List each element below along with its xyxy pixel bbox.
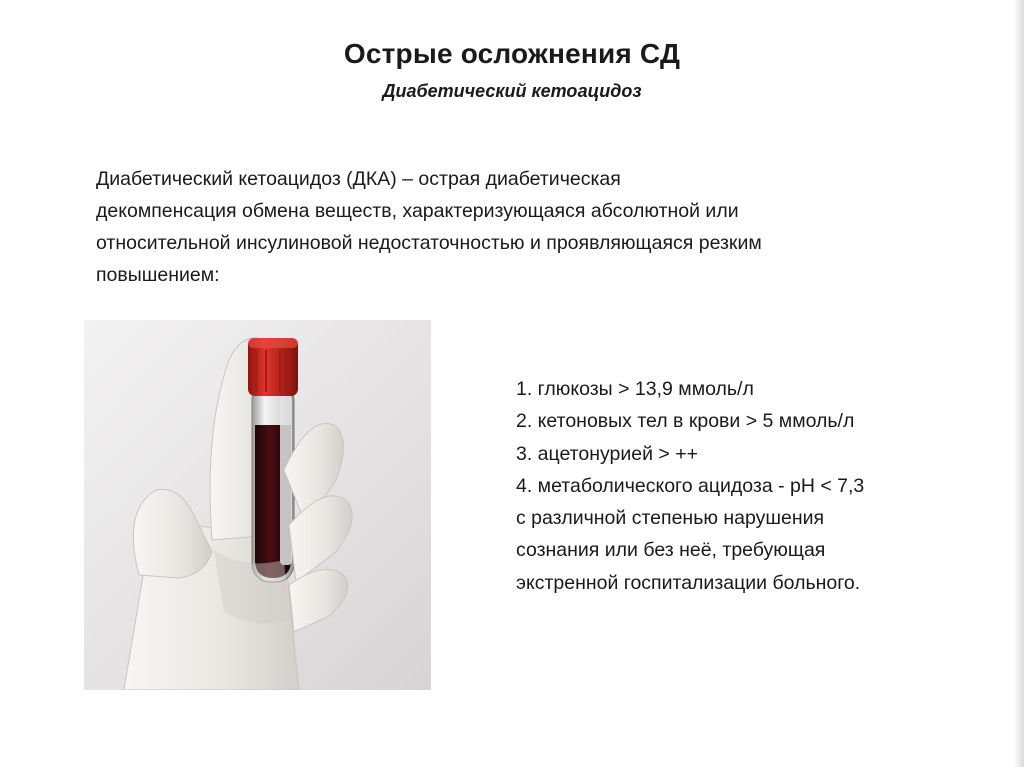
- criteria-list: 1. глюкозы > 13,9 ммоль/л 2. кетоновых тел в крови > 5 ммоль/л 3. ацетонурией > ++ 4. метаболического ацидоза - pH < 7,3 с различной степенью нарушения сознания или без неё, требующая экстренной госпитализации больного.: [516, 378, 865, 594]
- blood-tube-photo: [84, 320, 431, 690]
- glove-thumb: [133, 489, 212, 578]
- definition-paragraph: Диабетический кетоацидоз (ДКА) – острая диабетическая декомпенсация обмена веществ, характеризующаяся абсолютной или относительной инсулиновой недостаточностью и проявляющаяся резким повышением:: [96, 168, 762, 286]
- slide-title: Острые осложнения СД: [343, 38, 681, 69]
- slide-subtitle: Диабетический кетоацидоз: [382, 81, 642, 101]
- glove-little-finger: [289, 569, 348, 632]
- slide-edge-shadow: [1014, 0, 1024, 767]
- glove-ring-finger: [289, 496, 352, 582]
